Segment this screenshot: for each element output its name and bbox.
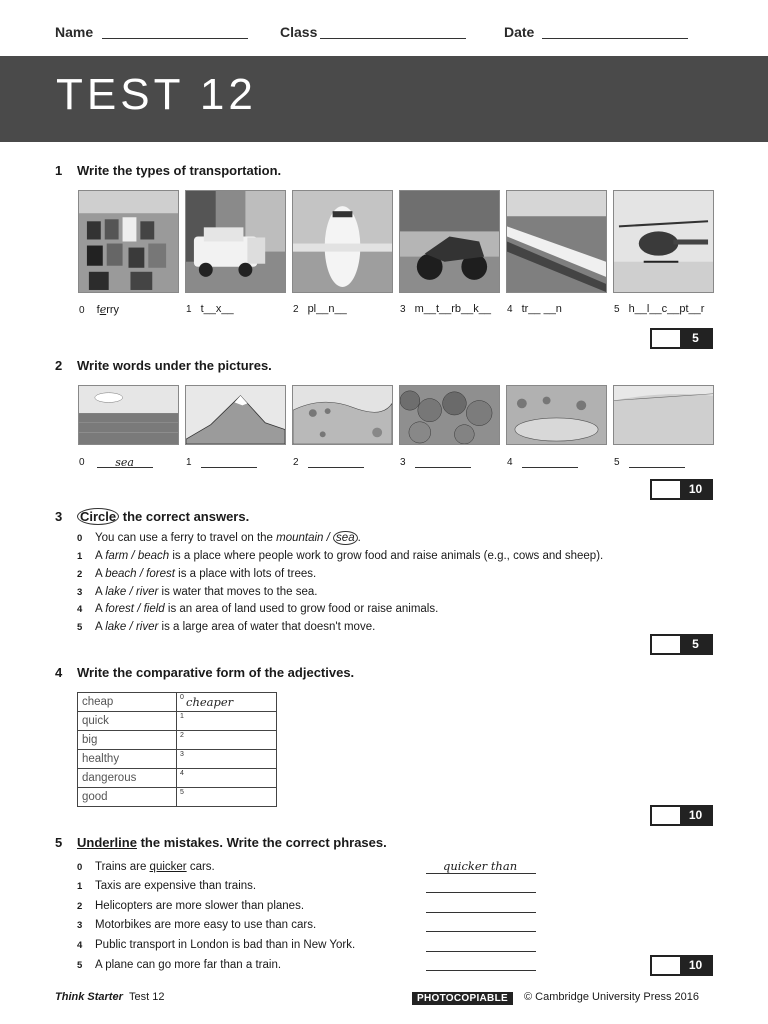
- s5-item-5: [77, 959, 281, 971]
- s3-item-4-post: is an area of land used to grow food or raise animals.: [164, 603, 439, 615]
- s2-item-5-num: 5: [614, 457, 620, 468]
- s1-item-2-text: pl__n__: [307, 303, 347, 315]
- s5-item-2-num: 2: [77, 901, 83, 912]
- river-picture: [613, 385, 714, 445]
- section-1-number: 1: [55, 163, 63, 178]
- class-line[interactable]: [320, 38, 466, 39]
- s2-item-0-num: 0: [79, 457, 85, 468]
- answer-num: 4: [180, 770, 184, 777]
- section-5-score: 10: [680, 957, 711, 974]
- s1-item-5[interactable]: [614, 303, 704, 315]
- section-2-score: 10: [680, 481, 711, 498]
- answer-num: 0: [180, 694, 184, 701]
- comparative-table: [77, 692, 277, 807]
- section-3-score-box[interactable]: [650, 634, 713, 655]
- s5-item-1: [77, 880, 256, 892]
- table-row: [78, 712, 277, 731]
- s1-item-1[interactable]: [186, 303, 234, 315]
- section-4-score: 10: [680, 807, 711, 824]
- s5-item-4-num: 4: [77, 940, 83, 951]
- s1-item-4-text: tr__ __n: [521, 303, 562, 315]
- s1-item-1-text: t__x__: [200, 303, 234, 315]
- section-5-score-box[interactable]: [650, 955, 713, 976]
- section-2-title: Write words under the pictures.: [77, 358, 272, 373]
- name-line[interactable]: [102, 38, 248, 39]
- s5-item-5-text[interactable]: A plane can go more far than a train.: [95, 959, 282, 971]
- s3-item-1-opt2[interactable]: beach: [137, 550, 170, 562]
- s3-item-4-opt1[interactable]: forest: [105, 603, 134, 615]
- table-row: [78, 769, 277, 788]
- name-field: [55, 24, 93, 40]
- title-banner: [0, 56, 768, 142]
- s5-item-4: [77, 939, 355, 951]
- s5-item-1-answer-line[interactable]: [426, 892, 536, 893]
- taxi-picture: [185, 190, 286, 293]
- forest-picture: [399, 385, 500, 445]
- name-label: Name: [55, 24, 94, 40]
- s2-item-4-num: 4: [507, 457, 513, 468]
- footer-book-title: Think Starter: [55, 991, 123, 1003]
- s5-item-0-answer-line[interactable]: [426, 873, 536, 874]
- adjective-cell: quick: [78, 712, 177, 731]
- s5-item-0-answer: quicker than: [443, 859, 518, 873]
- ferry-picture: [78, 190, 179, 293]
- s2-item-1-num: 1: [186, 457, 192, 468]
- table-row: [78, 693, 277, 712]
- section-1-title: Write the types of transportation.: [77, 163, 282, 178]
- s5-item-3-text[interactable]: Motorbikes are more easy to use than cars.: [95, 919, 317, 931]
- s3-item-3-post: is water that moves to the sea.: [158, 586, 318, 598]
- s3-item-3-opt2[interactable]: river: [135, 586, 159, 598]
- section-5-title: [77, 835, 387, 850]
- section-1-score: 5: [680, 330, 711, 347]
- s1-item-0-hand[interactable]: e: [99, 303, 107, 316]
- adjective-cell: cheap: [78, 693, 177, 712]
- s5-item-3: [77, 919, 316, 931]
- s1-item-0-post: rry: [106, 304, 120, 316]
- s1-item-4-num: 4: [507, 304, 513, 315]
- s3-item-2-opt2[interactable]: forest: [146, 568, 175, 580]
- s3-item-2-opt1[interactable]: beach: [105, 568, 137, 580]
- s2-item-2-blank[interactable]: [308, 456, 364, 468]
- section-2-number: 2: [55, 358, 63, 373]
- copyright: © Cambridge University Press 2016: [524, 991, 700, 1003]
- s2-item-0: [79, 456, 153, 468]
- s3-item-2: 2 A beach / forest is a place with lots of trees.: [77, 568, 317, 580]
- field-picture: [292, 385, 393, 445]
- s3-item-0-post: .: [357, 532, 361, 544]
- s1-item-0: [79, 303, 119, 316]
- s1-item-3[interactable]: [400, 303, 491, 315]
- s3-item-0-opt1[interactable]: mountain: [276, 532, 324, 544]
- s3-item-1-opt1[interactable]: farm: [105, 550, 129, 562]
- s2-item-4-blank[interactable]: [522, 456, 578, 468]
- section-3-number: 3: [55, 509, 63, 524]
- page-title: TEST 12: [56, 70, 257, 119]
- s5-item-1-text[interactable]: Taxis are expensive than trains.: [95, 880, 257, 892]
- s2-item-0-answer: sea: [115, 456, 134, 469]
- s3-item-0: 0 You can use a ferry to travel on the mountain / sea .: [77, 532, 361, 544]
- s3-item-5-opt1[interactable]: lake: [105, 621, 127, 633]
- s3-item-2-post: is a place with lots of trees.: [174, 568, 317, 580]
- answer-num: 2: [180, 732, 184, 739]
- plane-picture: [292, 190, 393, 293]
- s3-item-5-post: is a large area of water that doesn't move.: [158, 621, 376, 633]
- s1-item-0-num: 0: [79, 305, 85, 316]
- s5-item-4-text[interactable]: Public transport in London is bad than in New York.: [95, 939, 356, 951]
- s5-item-0-pre: Trains are: [95, 861, 150, 873]
- date-label: Date: [504, 24, 535, 40]
- lake-picture: [506, 385, 607, 445]
- s1-item-2[interactable]: [293, 303, 347, 315]
- s3-item-5-opt2[interactable]: river: [135, 621, 159, 633]
- s5-item-4-answer-line[interactable]: [426, 951, 536, 952]
- s3-item-5-pre: A: [95, 621, 106, 633]
- s5-item-1-num: 1: [77, 881, 83, 892]
- s2-item-0-blank[interactable]: [97, 456, 153, 468]
- s3-item-0-num: 0: [77, 533, 83, 544]
- class-field: [280, 24, 317, 40]
- class-label: Class: [280, 24, 318, 40]
- s5-item-3-answer-line[interactable]: [426, 931, 536, 932]
- s2-item-5-blank[interactable]: [629, 456, 685, 468]
- s3-item-3-opt1[interactable]: lake: [105, 586, 127, 598]
- s5-item-2: [77, 900, 304, 912]
- adjective-cell: healthy: [78, 750, 177, 769]
- adjective-cell: good: [78, 788, 177, 807]
- s2-item-2-num: 2: [293, 457, 299, 468]
- s3-item-5-num: 5: [77, 622, 83, 633]
- table-row: [78, 731, 277, 750]
- answer-cell[interactable]: [177, 788, 277, 807]
- table-row: [78, 788, 277, 807]
- section-4-score-box[interactable]: [650, 805, 713, 826]
- s3-item-1: 1 A farm / beach is a place where people work to grow food and raise animals (e.g., cows and sheep).: [77, 550, 604, 562]
- s1-item-5-num: 5: [614, 304, 620, 315]
- s1-item-5-text: h__l__c__pt__r: [628, 303, 705, 315]
- s3-item-5: 5 A lake / river is a large area of water that doesn't move.: [77, 621, 376, 633]
- s2-item-1-blank[interactable]: [201, 456, 257, 468]
- answer-cell[interactable]: [177, 712, 277, 731]
- s5-item-0-mistake[interactable]: quicker: [149, 861, 187, 873]
- s3-item-4-num: 4: [77, 604, 83, 615]
- section-5-title-underline: Underline: [77, 835, 137, 850]
- s3-item-3-pre: A: [95, 586, 106, 598]
- section-3-title-rest: the correct answers.: [122, 509, 250, 524]
- section-5-number: 5: [55, 835, 63, 850]
- s2-item-4: [507, 456, 578, 468]
- s2-item-5: [614, 456, 685, 468]
- s3-item-1-pre: A: [95, 550, 106, 562]
- s5-item-2-answer-line[interactable]: [426, 912, 536, 913]
- adjective-cell: big: [78, 731, 177, 750]
- section-4-number: 4: [55, 665, 63, 680]
- sea-picture: [78, 385, 179, 445]
- answer-cell[interactable]: [177, 769, 277, 788]
- answer-num: 3: [180, 751, 184, 758]
- photocopiable-badge: PHOTOCOPIABLE: [412, 992, 513, 1005]
- s5-item-5-num: 5: [77, 960, 83, 971]
- s1-item-1-num: 1: [186, 304, 192, 315]
- answer-cell[interactable]: [177, 750, 277, 769]
- s5-item-0: [77, 861, 215, 873]
- mountain-picture: [185, 385, 286, 445]
- s2-item-3-num: 3: [400, 457, 406, 468]
- s1-item-3-num: 3: [400, 304, 406, 315]
- s3-item-4-opt2[interactable]: field: [143, 603, 165, 615]
- answer-num: 5: [180, 789, 184, 796]
- answer-cell[interactable]: [177, 731, 277, 750]
- s3-item-3: 3 A lake / river is water that moves to the sea.: [77, 586, 318, 598]
- motorbike-picture: [399, 190, 500, 293]
- s2-item-1: [186, 456, 257, 468]
- s5-item-0-num: 0: [77, 862, 83, 873]
- section-3-score: 5: [680, 636, 711, 653]
- footer-book: [55, 991, 164, 1003]
- section-5-title-rest: the mistakes. Write the correct phrases.: [140, 835, 387, 850]
- s2-item-2: [293, 456, 364, 468]
- s3-item-3-num: 3: [77, 587, 83, 598]
- s3-item-0-opt2[interactable]: sea: [333, 531, 358, 545]
- s5-item-5-answer-line[interactable]: [426, 970, 536, 971]
- date-line[interactable]: [542, 38, 688, 39]
- s5-item-0-post: cars.: [186, 861, 215, 873]
- table-row: [78, 750, 277, 769]
- section-2-score-box[interactable]: [650, 479, 713, 500]
- s3-item-4: 4 A forest / field is an area of land used to grow food or raise animals.: [77, 603, 439, 615]
- s3-item-1-num: 1: [77, 551, 83, 562]
- s3-item-1-post: is a place where people work to grow food and raise animals (e.g., cows and sheep).: [169, 550, 604, 562]
- train-picture: [506, 190, 607, 293]
- s2-item-3-blank[interactable]: [415, 456, 471, 468]
- footer-test-label: Test 12: [128, 991, 165, 1003]
- s1-item-2-num: 2: [293, 304, 299, 315]
- s3-item-0-pre: You can use a ferry to travel on the: [95, 532, 277, 544]
- s5-item-2-text[interactable]: Helicopters are more slower than planes.: [95, 900, 305, 912]
- s1-item-4[interactable]: [507, 303, 562, 315]
- s5-item-3-num: 3: [77, 920, 83, 931]
- section-3-title: [77, 509, 249, 524]
- s1-item-3-text: m__t__rb__k__: [414, 303, 492, 315]
- adjective-cell: dangerous: [78, 769, 177, 788]
- s3-item-4-pre: A: [95, 603, 106, 615]
- date-field: [504, 24, 534, 40]
- s1-item-0-pre: f: [96, 304, 100, 316]
- s2-item-3: [400, 456, 471, 468]
- helicopter-picture: [613, 190, 714, 293]
- section-4-title: Write the comparative form of the adjectives.: [77, 665, 355, 680]
- section-3-title-circle: Circle: [77, 508, 119, 525]
- answer-num: 1: [180, 713, 184, 720]
- answer-cell[interactable]: [177, 693, 277, 712]
- answer-text: cheaper: [186, 695, 234, 709]
- s3-item-2-num: 2: [77, 569, 83, 580]
- section-1-score-box[interactable]: [650, 328, 713, 349]
- s3-item-2-pre: A: [95, 568, 106, 580]
